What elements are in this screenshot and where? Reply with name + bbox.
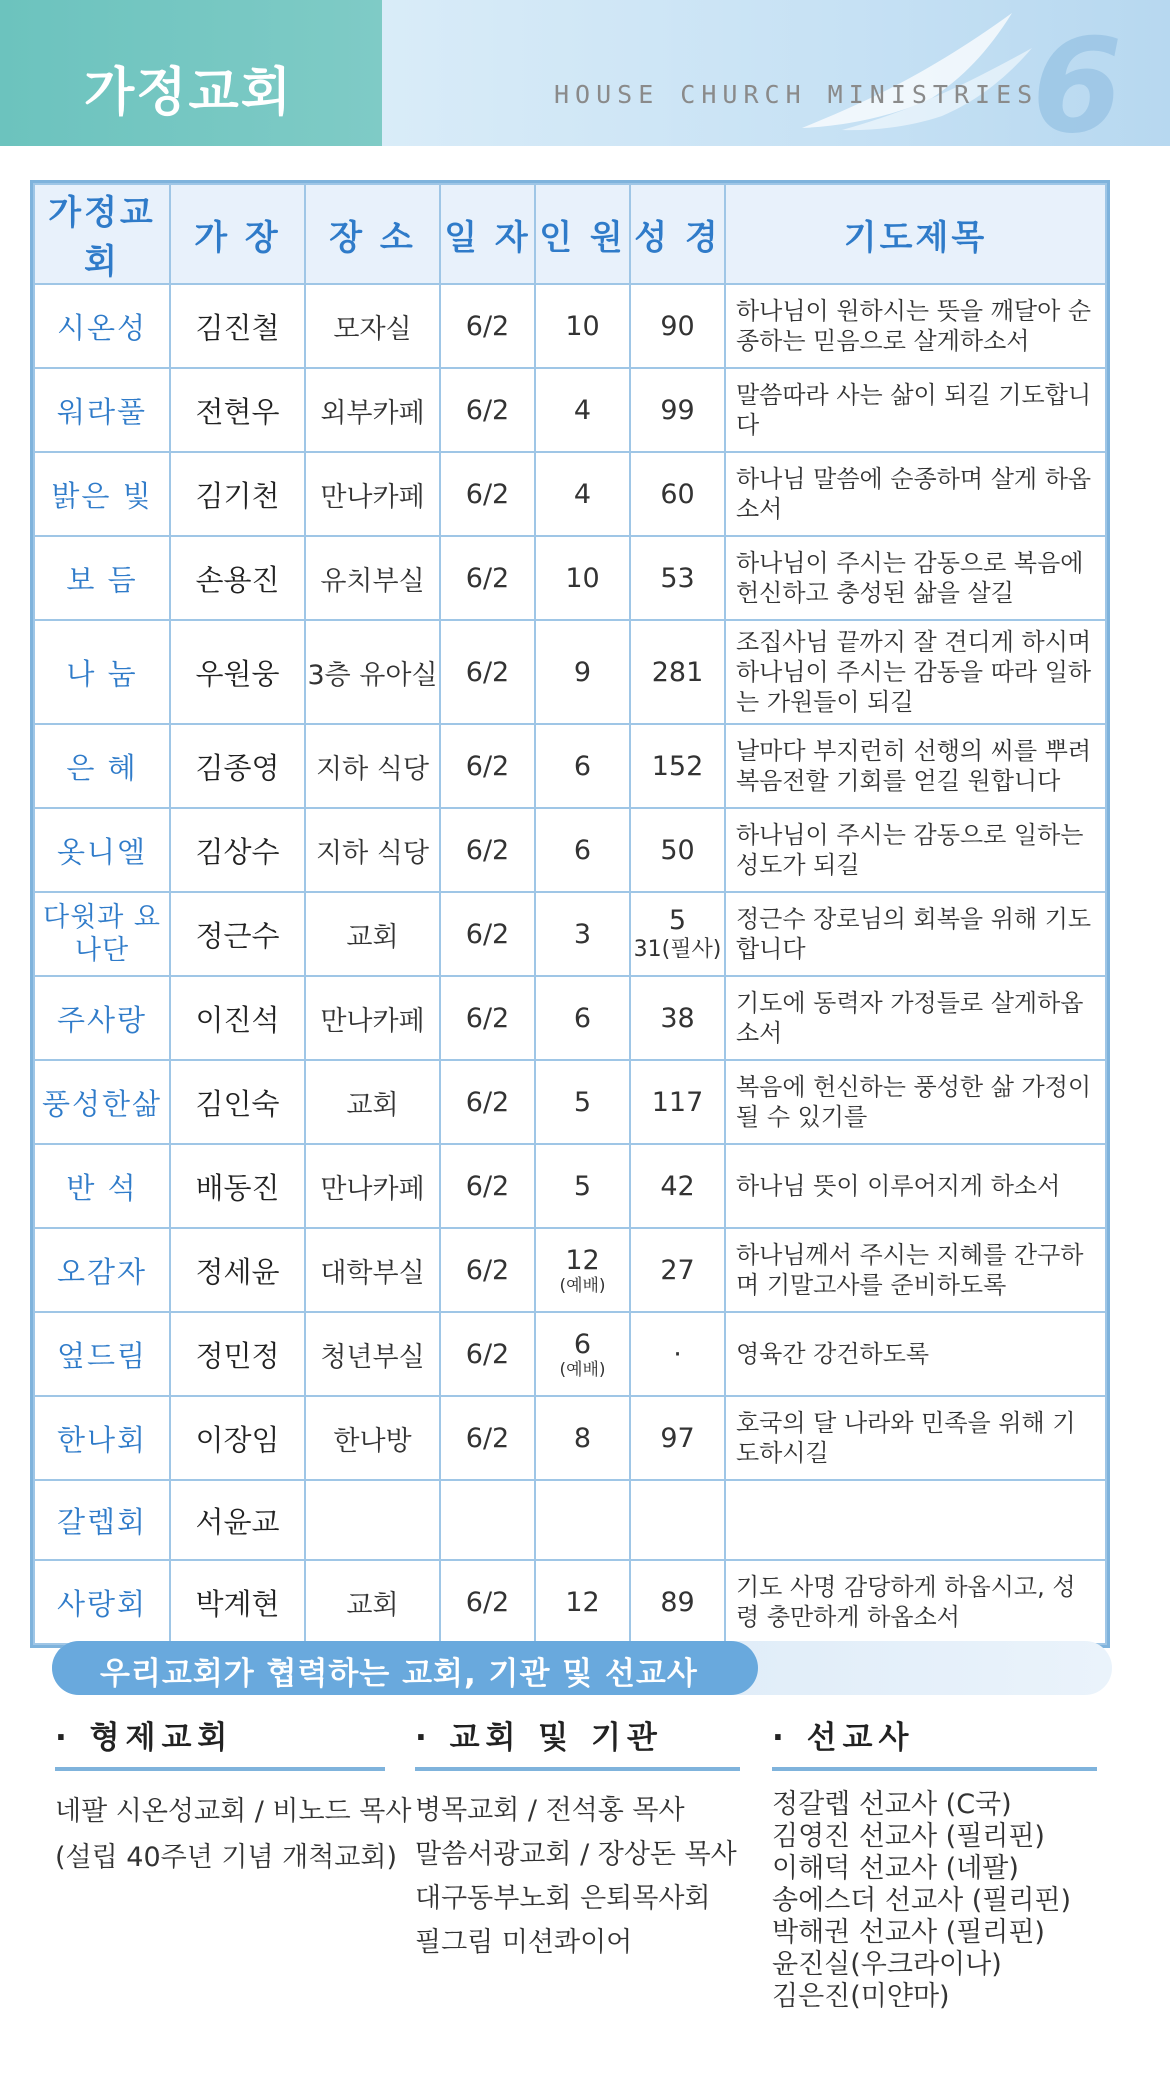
attendance-cell bbox=[535, 1312, 630, 1396]
meeting-place: 3층 유아실 bbox=[305, 620, 440, 724]
table-row bbox=[34, 724, 1106, 808]
leader-name: 정민정 bbox=[170, 1312, 305, 1396]
house-church-name: 한나회 bbox=[34, 1396, 170, 1480]
house-church-name: 반 석 bbox=[34, 1144, 170, 1228]
bible-count: 5 bbox=[668, 904, 687, 936]
attendance-cell bbox=[535, 1396, 630, 1480]
attendance-cell bbox=[535, 1060, 630, 1144]
bible-cell bbox=[630, 368, 725, 452]
attendance-cell bbox=[535, 368, 630, 452]
bible-cell bbox=[630, 452, 725, 536]
table-row bbox=[34, 1480, 1106, 1560]
leader-name: 김인숙 bbox=[170, 1060, 305, 1144]
meeting-date bbox=[440, 1480, 535, 1560]
attendance-cell bbox=[535, 1144, 630, 1228]
house-church-name: 시온성 bbox=[34, 284, 170, 368]
bible-count: 38 bbox=[660, 1002, 695, 1034]
prayer-topic: 기도 사명 감당하게 하옵시고, 성령 충만하게 하옵소서 bbox=[725, 1560, 1106, 1644]
prayer-topic: 정근수 장로님의 회복을 위해 기도합니다 bbox=[725, 892, 1106, 976]
meeting-date: 6/2 bbox=[440, 976, 535, 1060]
leader-name: 정세윤 bbox=[170, 1228, 305, 1312]
table-row bbox=[34, 892, 1106, 976]
meeting-date: 6/2 bbox=[440, 1144, 535, 1228]
list-item: 이해덕 선교사 (네팔) bbox=[772, 1853, 1019, 1884]
page-subtitle: HOUSE CHURCH MINISTRIES bbox=[554, 80, 1039, 109]
meeting-place: 교회 bbox=[305, 1060, 440, 1144]
house-church-table bbox=[30, 180, 1110, 1648]
attendance-cell bbox=[535, 620, 630, 724]
attendance-count: 6 bbox=[573, 1328, 592, 1360]
page-header bbox=[0, 0, 1170, 162]
meeting-place: 유치부실 bbox=[305, 536, 440, 620]
coop-banner-title: 우리교회가 협력하는 교회, 기관 및 선교사 bbox=[100, 1656, 698, 1692]
attendance-cell bbox=[535, 976, 630, 1060]
meeting-place: 만나카페 bbox=[305, 976, 440, 1060]
meeting-date: 6/2 bbox=[440, 1312, 535, 1396]
bible-note: 31(필사) bbox=[633, 936, 722, 962]
prayer-topic: 복음에 헌신하는 풍성한 삶 가정이 될 수 있기를 bbox=[725, 1060, 1106, 1144]
prayer-topic: 호국의 달 나라와 민족을 위해 기도하시길 bbox=[725, 1396, 1106, 1480]
prayer-topic bbox=[725, 1480, 1106, 1560]
bible-cell bbox=[630, 724, 725, 808]
sister-churches-section bbox=[55, 1712, 412, 1881]
meeting-place bbox=[305, 1480, 440, 1560]
prayer-topic: 하나님이 주시는 감동으로 일하는 성도가 되길 bbox=[725, 808, 1106, 892]
leader-name: 손용진 bbox=[170, 536, 305, 620]
bible-cell bbox=[630, 976, 725, 1060]
leader-name: 이장임 bbox=[170, 1396, 305, 1480]
bible-count: 42 bbox=[660, 1170, 695, 1202]
attendance-cell bbox=[535, 1228, 630, 1312]
attendance-cell bbox=[535, 1560, 630, 1644]
attendance-count: 3 bbox=[573, 918, 592, 950]
prayer-topic: 날마다 부지런히 선행의 씨를 뿌려 복음전할 기회를 얻길 원합니다 bbox=[725, 724, 1106, 808]
meeting-date: 6/2 bbox=[440, 368, 535, 452]
column-header: 가정교회 bbox=[34, 184, 170, 284]
list-item: 송에스더 선교사 (필리핀) bbox=[772, 1885, 1072, 1916]
bible-count: 53 bbox=[660, 562, 695, 594]
table-row bbox=[34, 1144, 1106, 1228]
bible-count: 89 bbox=[660, 1586, 695, 1618]
house-church-name: 풍성한삶 bbox=[34, 1060, 170, 1144]
wing-icon bbox=[782, 8, 1062, 138]
attendance-cell bbox=[535, 452, 630, 536]
meeting-date: 6/2 bbox=[440, 1060, 535, 1144]
meeting-date: 6/2 bbox=[440, 892, 535, 976]
meeting-place: 청년부실 bbox=[305, 1312, 440, 1396]
section-heading: · 선교사 bbox=[772, 1712, 1097, 1771]
prayer-topic: 기도에 동력자 가정들로 살게하옵소서 bbox=[725, 976, 1106, 1060]
bible-cell bbox=[630, 1144, 725, 1228]
list-item: 윤진실(우크라이나) bbox=[772, 1949, 1002, 1980]
leader-name: 김진철 bbox=[170, 284, 305, 368]
section-heading: · 교회 및 기관 bbox=[415, 1712, 740, 1771]
bible-count: · bbox=[673, 1338, 682, 1370]
house-church-name: 나 눔 bbox=[34, 620, 170, 724]
leader-name: 우원웅 bbox=[170, 620, 305, 724]
header-decor-panel bbox=[382, 0, 1170, 162]
attendance-count: 5 bbox=[573, 1086, 592, 1118]
house-church-name: 밝은 빛 bbox=[34, 452, 170, 536]
meeting-place: 모자실 bbox=[305, 284, 440, 368]
bible-cell bbox=[630, 1060, 725, 1144]
table-row bbox=[34, 1560, 1106, 1644]
attendance-cell bbox=[535, 892, 630, 976]
table-row bbox=[34, 976, 1106, 1060]
attendance-count: 4 bbox=[573, 478, 592, 510]
bible-count: 97 bbox=[660, 1422, 695, 1454]
house-church-name: 주사랑 bbox=[34, 976, 170, 1060]
table-header-row bbox=[34, 184, 1106, 284]
prayer-topic: 하나님이 원하시는 뜻을 깨달아 순종하는 믿음으로 살게하소서 bbox=[725, 284, 1106, 368]
list-item: (설립 40주년 기념 개척교회) bbox=[55, 1842, 397, 1873]
house-church-name: 보 듬 bbox=[34, 536, 170, 620]
bible-count: 281 bbox=[651, 656, 704, 688]
meeting-date: 6/2 bbox=[440, 452, 535, 536]
leader-name: 김상수 bbox=[170, 808, 305, 892]
house-church-name: 은 혜 bbox=[34, 724, 170, 808]
list-item: 필그림 미션콰이어 bbox=[415, 1927, 633, 1958]
bible-count: 117 bbox=[651, 1086, 704, 1118]
header-title-panel bbox=[0, 0, 382, 146]
page-number: 6 bbox=[1032, 10, 1123, 162]
bible-cell bbox=[630, 808, 725, 892]
attendance-note: (예배) bbox=[559, 1359, 606, 1380]
prayer-topic: 하나님이 주시는 감동으로 복음에 헌신하고 충성된 삶을 살길 bbox=[725, 536, 1106, 620]
prayer-topic: 영육간 강건하도록 bbox=[725, 1312, 1106, 1396]
churches-institutions-section bbox=[415, 1712, 740, 1965]
house-church-name: 오감자 bbox=[34, 1228, 170, 1312]
attendance-count: 9 bbox=[573, 656, 592, 688]
list-item: 네팔 시온성교회 / 비노드 목사 bbox=[55, 1796, 412, 1827]
coop-banner bbox=[52, 1641, 758, 1695]
column-header: 성 경 bbox=[630, 184, 725, 284]
meeting-date: 6/2 bbox=[440, 620, 535, 724]
prayer-topic: 하나님 말씀에 순종하며 살게 하옵소서 bbox=[725, 452, 1106, 536]
table-row bbox=[34, 536, 1106, 620]
table-row bbox=[34, 1396, 1106, 1480]
page-title: 가정교회 bbox=[84, 63, 293, 123]
bible-cell bbox=[630, 1312, 725, 1396]
bible-cell bbox=[630, 1480, 725, 1560]
bible-cell bbox=[630, 536, 725, 620]
house-church-name: 다윗과 요나단 bbox=[34, 892, 170, 976]
meeting-place: 만나카페 bbox=[305, 452, 440, 536]
leader-name: 김기천 bbox=[170, 452, 305, 536]
missionaries-section bbox=[772, 1712, 1097, 2013]
bible-count: 50 bbox=[660, 834, 695, 866]
leader-name: 김종영 bbox=[170, 724, 305, 808]
attendance-count: 10 bbox=[565, 562, 600, 594]
prayer-topic: 하나님 뜻이 이루어지게 하소서 bbox=[725, 1144, 1106, 1228]
bible-count: 90 bbox=[660, 310, 695, 342]
attendance-cell bbox=[535, 284, 630, 368]
leader-name: 서윤교 bbox=[170, 1480, 305, 1560]
list-item: 김영진 선교사 (필리핀) bbox=[772, 1821, 1045, 1852]
column-header: 가 장 bbox=[170, 184, 305, 284]
bible-cell bbox=[630, 1560, 725, 1644]
section-heading: · 형제교회 bbox=[55, 1712, 385, 1771]
list-item: 대구동부노회 은퇴목사회 bbox=[415, 1883, 711, 1914]
meeting-place: 외부카페 bbox=[305, 368, 440, 452]
column-header: 기도제목 bbox=[725, 184, 1106, 284]
list-item: 말씀서광교회 / 장상돈 목사 bbox=[415, 1839, 737, 1870]
prayer-topic: 하나님께서 주시는 지혜를 간구하며 기말고사를 준비하도록 bbox=[725, 1228, 1106, 1312]
table-row bbox=[34, 452, 1106, 536]
attendance-count: 6 bbox=[573, 1002, 592, 1034]
attendance-count: 8 bbox=[573, 1422, 592, 1454]
bible-cell bbox=[630, 620, 725, 724]
meeting-place: 대학부실 bbox=[305, 1228, 440, 1312]
meeting-place: 한나방 bbox=[305, 1396, 440, 1480]
table-row bbox=[34, 368, 1106, 452]
meeting-date: 6/2 bbox=[440, 808, 535, 892]
bible-cell bbox=[630, 892, 725, 976]
leader-name: 전현우 bbox=[170, 368, 305, 452]
bible-cell bbox=[630, 1228, 725, 1312]
attendance-count: 10 bbox=[565, 310, 600, 342]
attendance-note: (예배) bbox=[559, 1275, 606, 1296]
column-header: 장 소 bbox=[305, 184, 440, 284]
list-item: 김은진(미얀마) bbox=[772, 1981, 950, 2012]
meeting-date: 6/2 bbox=[440, 536, 535, 620]
column-header: 인 원 bbox=[535, 184, 630, 284]
attendance-cell bbox=[535, 1480, 630, 1560]
attendance-count: 6 bbox=[573, 750, 592, 782]
attendance-count: 6 bbox=[573, 834, 592, 866]
meeting-date: 6/2 bbox=[440, 724, 535, 808]
table-row bbox=[34, 284, 1106, 368]
table-row bbox=[34, 1060, 1106, 1144]
meeting-place: 만나카페 bbox=[305, 1144, 440, 1228]
meeting-date: 6/2 bbox=[440, 1228, 535, 1312]
table-row bbox=[34, 808, 1106, 892]
meeting-place: 교회 bbox=[305, 1560, 440, 1644]
prayer-topic: 조집사님 끝까지 잘 견디게 하시며 하나님이 주시는 감동을 따라 일하는 가원들이 되길 bbox=[725, 620, 1106, 724]
table-row bbox=[34, 1312, 1106, 1396]
list-item: 정갈렙 선교사 (C국) bbox=[772, 1789, 1012, 1820]
meeting-place: 지하 식당 bbox=[305, 808, 440, 892]
attendance-cell bbox=[535, 724, 630, 808]
meeting-place: 지하 식당 bbox=[305, 724, 440, 808]
bible-count: 60 bbox=[660, 478, 695, 510]
attendance-cell bbox=[535, 808, 630, 892]
bible-count: 99 bbox=[660, 394, 695, 426]
meeting-date: 6/2 bbox=[440, 1560, 535, 1644]
meeting-date: 6/2 bbox=[440, 284, 535, 368]
attendance-cell bbox=[535, 536, 630, 620]
attendance-count: 12 bbox=[565, 1586, 600, 1618]
list-item: 박해권 선교사 (필리핀) bbox=[772, 1917, 1045, 1948]
prayer-topic: 말씀따라 사는 삶이 되길 기도합니다 bbox=[725, 368, 1106, 452]
meeting-place: 교회 bbox=[305, 892, 440, 976]
bible-count: 27 bbox=[660, 1254, 695, 1286]
house-church-name: 사랑회 bbox=[34, 1560, 170, 1644]
leader-name: 박계현 bbox=[170, 1560, 305, 1644]
leader-name: 배동진 bbox=[170, 1144, 305, 1228]
bible-cell bbox=[630, 1396, 725, 1480]
table-row bbox=[34, 1228, 1106, 1312]
leader-name: 정근수 bbox=[170, 892, 305, 976]
house-church-name: 옷니엘 bbox=[34, 808, 170, 892]
attendance-count: 12 bbox=[565, 1244, 600, 1276]
bible-cell bbox=[630, 284, 725, 368]
attendance-count: 4 bbox=[573, 394, 592, 426]
leader-name: 이진석 bbox=[170, 976, 305, 1060]
meeting-date: 6/2 bbox=[440, 1396, 535, 1480]
house-church-name: 엎드림 bbox=[34, 1312, 170, 1396]
attendance-count: 5 bbox=[573, 1170, 592, 1202]
house-church-name: 워라풀 bbox=[34, 368, 170, 452]
bible-count: 152 bbox=[651, 750, 704, 782]
list-item: 병목교회 / 전석홍 목사 bbox=[415, 1795, 685, 1826]
column-header: 일 자 bbox=[440, 184, 535, 284]
table-row bbox=[34, 620, 1106, 724]
house-church-name: 갈렙회 bbox=[34, 1480, 170, 1560]
